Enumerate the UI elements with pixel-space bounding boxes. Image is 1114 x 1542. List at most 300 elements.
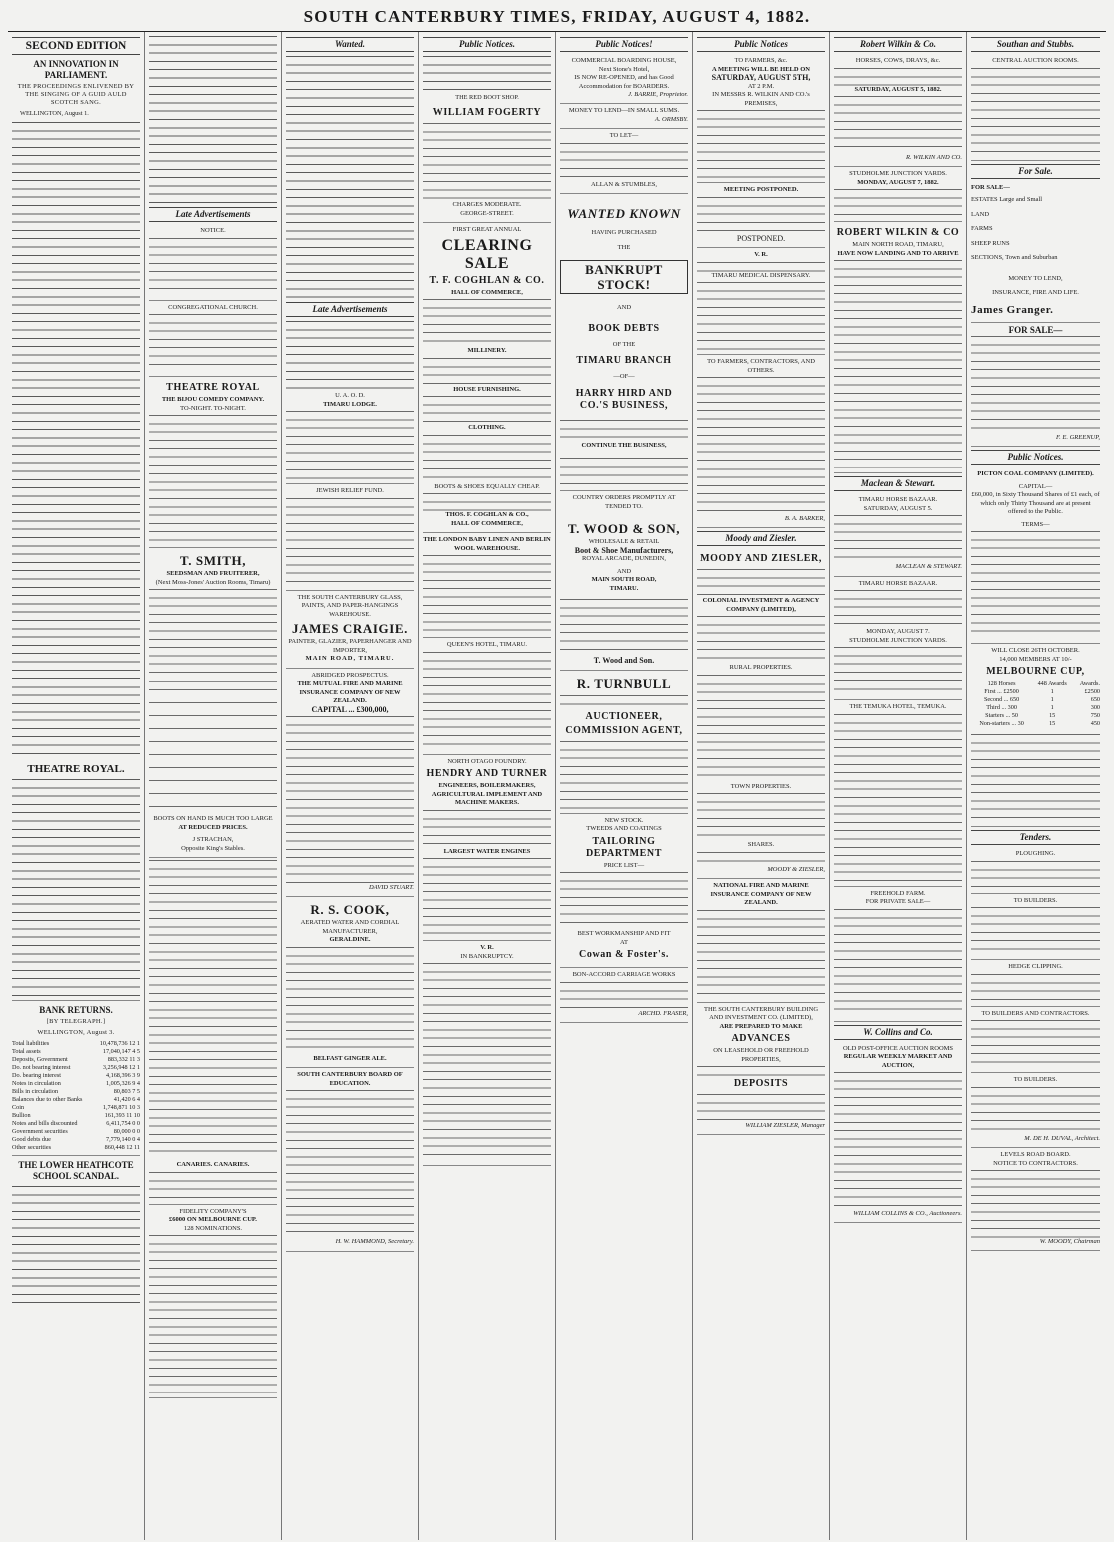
hedge-ad bbox=[971, 960, 1100, 1007]
bazaar-ad-2 bbox=[834, 577, 962, 701]
bank-row-cell: Deposits, Government bbox=[12, 1056, 68, 1064]
bank-row bbox=[12, 1080, 140, 1088]
dispensary-title: TIMARU MEDICAL DISPENSARY. bbox=[711, 271, 811, 279]
foundry-ad bbox=[423, 755, 551, 942]
regular-auction: REGULAR WEEKLY MARKET AND AUCTION, bbox=[843, 1053, 953, 1069]
turnbull-ad bbox=[560, 671, 688, 814]
wanted-known: WANTED KNOWN bbox=[567, 206, 681, 222]
education-ad bbox=[286, 1068, 414, 1251]
wilkin-heading: Robert Wilkin & Co. bbox=[834, 37, 962, 52]
tailoring-ad bbox=[560, 814, 688, 969]
prepared: ARE PREPARED TO MAKE bbox=[719, 1022, 803, 1030]
temuka-title: THE TEMUKA HOTEL, TEMUKA. bbox=[849, 703, 947, 711]
boots-shoes: BOOTS & SHOES EQUALLY CHEAP. bbox=[434, 482, 540, 490]
at-2pm: AT 2 P.M. bbox=[747, 82, 775, 90]
ploughing-ad bbox=[971, 847, 1100, 894]
monday-date: MONDAY, AUGUST 7, 1882. bbox=[857, 178, 939, 186]
at: AT bbox=[620, 938, 628, 946]
queens-hotel-ad bbox=[423, 638, 551, 755]
hall-of-commerce-2: HALL OF COMMERCE, bbox=[451, 519, 523, 527]
moody-ad bbox=[697, 548, 825, 879]
cup-row-cell: 450 bbox=[1090, 720, 1100, 728]
estates: ESTATES Large and Small bbox=[971, 196, 1043, 203]
town-properties: TOWN PROPERTIES. bbox=[730, 782, 792, 790]
bank-row-cell: Other securities bbox=[12, 1144, 52, 1152]
column-8 bbox=[967, 32, 1104, 1540]
bank-row-cell: 10,478,736 12 1 bbox=[99, 1040, 140, 1048]
cup-row-cell: 1 bbox=[1050, 704, 1054, 712]
commission-agent: COMMISSION AGENT, bbox=[565, 724, 683, 736]
saturday-line: SATURDAY, AUGUST 5TH, bbox=[711, 73, 811, 82]
of-the: OF THE bbox=[612, 340, 636, 348]
bank-row-cell: 860,448 12 11 bbox=[104, 1144, 140, 1152]
edition-heading: SECOND EDITION bbox=[12, 37, 140, 55]
bank-row bbox=[12, 1072, 140, 1080]
to-let-ad bbox=[560, 129, 688, 194]
lodge-ad bbox=[286, 389, 414, 484]
landing: HAVE NOW LANDING AND TO ARRIVE bbox=[837, 249, 959, 257]
ziesler-signature: WILLIAM ZIESLER, Manager bbox=[745, 1122, 825, 1130]
congregational-ad bbox=[149, 301, 277, 378]
geraldine: GERALDINE. bbox=[329, 936, 371, 944]
horses-title: HORSES, COWS, DRAYS, &c. bbox=[855, 57, 941, 64]
lodge-title: TIMARU LODGE. bbox=[323, 400, 377, 408]
bank-row-cell: 7,779,140 0 4 bbox=[105, 1136, 140, 1144]
reduced-prices: AT REDUCED PRICES. bbox=[178, 823, 248, 831]
temuka-ad bbox=[834, 700, 962, 887]
bank-row-cell: 80,000 0 0 bbox=[113, 1128, 140, 1136]
house-furnishing: HOUSE FURNISHING. bbox=[453, 385, 521, 393]
cup-row-cell: Starters ... 50 bbox=[985, 712, 1018, 720]
cup-row-cell: First ... £2500 bbox=[984, 688, 1019, 696]
bank-row-cell: Do. bearing interest bbox=[12, 1072, 61, 1080]
george-street: GEORGE-STREET. bbox=[460, 209, 514, 217]
coghlan-name: T. F. COGHLAN & CO. bbox=[429, 274, 545, 286]
picton-capital: CAPITAL— bbox=[1018, 482, 1053, 490]
building-title: THE SOUTH CANTERBURY BUILDING AND INVESTMENT CO. (LIMITED), bbox=[703, 1005, 819, 1022]
studholme-2: STUDHOLME JUNCTION YARDS. bbox=[849, 636, 947, 644]
book-debts: BOOK DEBTS bbox=[588, 322, 660, 334]
mutual-ad bbox=[286, 669, 414, 898]
baby-linen-ad bbox=[423, 533, 551, 638]
strachan-name: J STRACHAN, bbox=[192, 836, 234, 843]
farmers-contractors: TO FARMERS, CONTRACTORS, AND OTHERS. bbox=[707, 358, 815, 374]
bank-row-cell: Good debts due bbox=[12, 1136, 51, 1144]
collins-signature: WILLIAM COLLINS & CO., Auctioneers. bbox=[853, 1210, 962, 1218]
wanted-heading: Wanted. bbox=[286, 37, 414, 52]
congregational-title: CONGREGATIONAL CHURCH. bbox=[168, 303, 258, 311]
members: 14,000 MEMBERS AT 10/- bbox=[999, 655, 1072, 663]
bank-row-cell: Notes in circulation bbox=[12, 1080, 61, 1088]
theatre-heading: THEATRE ROYAL. bbox=[27, 763, 125, 776]
cup-row-cell: Second ... 650 bbox=[983, 696, 1020, 704]
bank-row-cell: 161,393 11 10 bbox=[104, 1112, 140, 1120]
masthead: SOUTH CANTERBURY TIMES, FRIDAY, AUGUST 4, 1882. bbox=[8, 6, 1106, 32]
wilkin-horses-ad bbox=[834, 54, 962, 167]
bazaar-ad-1 bbox=[834, 493, 962, 576]
smith-address: (Next Moss-Jones' Auction Rooms, Timaru) bbox=[155, 578, 271, 586]
bank-row bbox=[12, 1056, 140, 1064]
wood-son: T. WOOD & SON, bbox=[567, 521, 681, 537]
column-1 bbox=[8, 32, 145, 1540]
clothing: CLOTHING. bbox=[468, 424, 506, 432]
bank-row-cell: 1,748,871 10 3 bbox=[102, 1104, 140, 1112]
bank-row-cell: Bills in circulation bbox=[12, 1088, 59, 1096]
telegraph-label: [BY TELEGRAPH.] bbox=[46, 1018, 106, 1026]
hendry-name: HENDRY AND TURNER bbox=[426, 768, 548, 780]
theatre-royal-title: THEATRE ROYAL bbox=[166, 382, 260, 393]
royal-arcade: ROYAL ARCADE, DUNEDIN, bbox=[582, 555, 666, 563]
insurance: INSURANCE, FIRE AND LIFE. bbox=[992, 289, 1079, 296]
moody-heading: Moody and Ziesler. bbox=[697, 531, 825, 546]
close-date: WILL CLOSE 26TH OCTOBER. bbox=[991, 647, 1080, 655]
bank-row bbox=[12, 1048, 140, 1056]
boot-shoe-makers: Boot & Shoe Manufacturers, bbox=[574, 545, 674, 555]
bank-row-cell: 6,411,754 0 0 bbox=[106, 1120, 140, 1128]
public-notices-heading-6: Public Notices bbox=[697, 37, 825, 52]
uaod: U. A. O. D. bbox=[335, 392, 365, 399]
bazaar-date-1: SATURDAY, AUGUST 5. bbox=[863, 504, 933, 512]
bank-row-cell: 1,005,326 9 4 bbox=[105, 1080, 140, 1088]
public-notices-heading-8: Public Notices. bbox=[971, 450, 1100, 465]
maclean-signature-1: MACLEAN & STEWART. bbox=[895, 563, 962, 571]
builders-title-2: TO BUILDERS. bbox=[1013, 1076, 1058, 1084]
reopened: IS NOW RE-OPENED, and has Good Accommodation for BOARDERS. bbox=[574, 74, 674, 90]
column-5 bbox=[556, 32, 693, 1540]
clearing-title: CLEARING SALE bbox=[441, 236, 533, 272]
tonight-label: TO-NIGHT. TO-NIGHT. bbox=[180, 404, 246, 412]
moody-signature: MOODY & ZIESLER, bbox=[767, 865, 825, 873]
having-purchased: HAVING PURCHASED bbox=[591, 229, 657, 237]
carriage-ad bbox=[560, 968, 688, 1023]
levels-ad bbox=[971, 1148, 1100, 1251]
bank-row-cell: Total assets bbox=[12, 1048, 41, 1056]
money-to-lend: MONEY TO LEND, bbox=[1008, 274, 1063, 282]
farmers-meeting-ad bbox=[697, 54, 825, 183]
aerated-trade: AERATED WATER AND CORDIAL MANUFACTURER, bbox=[300, 919, 400, 935]
picton-shares: £60,000, in Sixty Thousand Shares of £1 each, of which only Thirty Thousand are at present offered to the Public. bbox=[971, 491, 1100, 516]
private-sale: FOR PRIVATE SALE— bbox=[865, 898, 931, 906]
public-notices-heading: Public Notices. bbox=[423, 37, 551, 52]
collins-ad bbox=[834, 1042, 962, 1224]
theatre-review-text bbox=[12, 777, 140, 997]
barker-ad bbox=[697, 355, 825, 528]
main-south-road: MAIN SOUTH ROAD, bbox=[591, 576, 657, 584]
late-ads-text bbox=[286, 319, 414, 389]
bank-returns-heading: BANK RETURNS. bbox=[39, 1005, 113, 1016]
bazaar-title-1: TIMARU HORSE BAZAAR. bbox=[858, 496, 938, 504]
fogerty-name: WILLIAM FOGERTY bbox=[432, 107, 542, 119]
stuart-signature: DAVID STUART. bbox=[368, 884, 414, 891]
cowan-foster: Cowan & Foster's. bbox=[579, 949, 669, 961]
body-text bbox=[149, 858, 277, 1158]
foundry-title: NORTH OTAGO FOUNDRY. bbox=[447, 757, 527, 765]
craigie-address: MAIN ROAD, TIMARU. bbox=[305, 655, 395, 662]
fidelity-ad bbox=[149, 1205, 277, 1399]
smith-ad bbox=[149, 548, 277, 682]
bazaar-date-2: MONDAY, AUGUST 7. bbox=[866, 628, 930, 636]
dispensary-vr: V. R. bbox=[754, 251, 768, 258]
auctioneer: AUCTIONEER, bbox=[585, 710, 663, 722]
charges: CHARGES MODERATE. bbox=[452, 201, 522, 209]
craigie-trade: PAINTER, GLAZIER, PAPERHANGER AND IMPORTER, bbox=[288, 638, 412, 654]
moody-chairman: W. MOODY, Chairman bbox=[1039, 1238, 1100, 1246]
largest-engines: LARGEST WATER ENGINES bbox=[443, 847, 531, 855]
timaru: TIMARU. bbox=[609, 584, 639, 592]
farms: FARMS bbox=[971, 225, 993, 232]
scandal-heading: THE LOWER HEATHCOTE SCHOOL SCANDAL. bbox=[18, 1160, 134, 1182]
bank-row bbox=[12, 1064, 140, 1072]
national-title: NATIONAL FIRE AND MARINE INSURANCE COMPANY OF NEW ZEALAND. bbox=[710, 882, 812, 907]
deposits: DEPOSITS bbox=[733, 1078, 789, 1090]
wood-signature: T. Wood and Son. bbox=[593, 656, 655, 666]
bank-row-cell: Total liabilities bbox=[12, 1040, 50, 1048]
cup-row bbox=[971, 680, 1100, 688]
studholme-ad bbox=[834, 167, 962, 222]
engineers: ENGINEERS, BOILERMAKERS, AGRICULTURAL IMPLEMENT AND MACHINE MAKERS. bbox=[431, 782, 543, 807]
cup-row-cell: 15 bbox=[1049, 720, 1056, 728]
main-north-road: MAIN NORTH ROAD, TIMARU, bbox=[852, 241, 944, 249]
craigie-ad bbox=[286, 591, 414, 669]
cup-row bbox=[971, 720, 1100, 728]
cook-name: R. S. COOK, bbox=[310, 902, 390, 918]
commercial-title: COMMERCIAL BOARDING HOUSE, bbox=[571, 57, 677, 64]
bank-row-cell: Balances due to other Banks bbox=[12, 1096, 83, 1104]
barrie-signature: J. BARRIE, Proprietor. bbox=[628, 91, 688, 98]
and-2: AND bbox=[616, 567, 632, 575]
abridged: ABRIDGED PROSPECTUS. bbox=[311, 671, 389, 679]
bank-row-cell: 80,803 7 5 bbox=[113, 1088, 140, 1096]
column-4 bbox=[419, 32, 556, 1540]
cup-row-cell: 300 bbox=[1090, 704, 1100, 712]
bankruptcy-vr: V. R. bbox=[480, 944, 494, 952]
notice-title: NOTICE. bbox=[200, 227, 226, 234]
national-ad bbox=[697, 879, 825, 1003]
scandal-text bbox=[12, 1184, 140, 1304]
fidelity-title: FIDELITY COMPANY'S bbox=[179, 1207, 247, 1215]
central-title: CENTRAL AUCTION ROOMS. bbox=[992, 57, 1079, 64]
notice-contractors: NOTICE TO CONTRACTORS. bbox=[993, 1159, 1078, 1167]
bank-row bbox=[12, 1040, 140, 1048]
red-boot: THE RED BOOT SHOP. bbox=[455, 94, 519, 101]
continue-business: CONTINUE THE BUSINESS, bbox=[581, 441, 667, 449]
cup-row-cell: 448 Awards bbox=[1037, 680, 1067, 688]
columns bbox=[8, 32, 1106, 1540]
cup-row-cell: Third ... 300 bbox=[986, 704, 1017, 712]
barker-signature: B. A. BARKER, bbox=[784, 515, 825, 522]
column-7 bbox=[830, 32, 967, 1540]
of-dash: —OF— bbox=[613, 373, 635, 381]
meeting-line: A MEETING WILL BE HELD ON bbox=[712, 65, 810, 73]
canaries-ad bbox=[149, 1158, 277, 1205]
greenup-ad bbox=[971, 323, 1100, 448]
saturday-date: SATURDAY, AUGUST 5, 1882. bbox=[854, 85, 942, 93]
clearing-first: FIRST GREAT ANNUAL bbox=[452, 226, 522, 234]
cook-ad bbox=[286, 897, 414, 1068]
glass-title: THE SOUTH CANTERBURY GLASS, PAINTS, AND PAPER-HANGINGS WAREHOUSE. bbox=[297, 593, 403, 618]
ormsby-signature: A. ORMSBY. bbox=[654, 115, 688, 123]
clearing-sale-ad bbox=[423, 223, 551, 533]
queens-title: QUEEN'S HOTEL, TIMARU. bbox=[446, 641, 528, 649]
bank-returns-table bbox=[12, 1040, 140, 1152]
bank-row-cell: 17,040,147 4 5 bbox=[102, 1048, 140, 1056]
rural-properties: RURAL PROPERTIES. bbox=[729, 664, 793, 672]
bank-row bbox=[12, 1128, 140, 1136]
moody-name: MOODY AND ZIESLER, bbox=[700, 553, 822, 565]
bankruptcy-ad bbox=[423, 941, 551, 1166]
melbourne-cup: MELBOURNE CUP, bbox=[986, 666, 1085, 678]
jewish-title: JEWISH RELIEF FUND. bbox=[316, 487, 384, 494]
column-2 bbox=[145, 32, 282, 1540]
melbourne-cup-ad bbox=[971, 644, 1100, 827]
in-messrs: IN MESSRS R. WILKIN AND CO.'s PREMISES, bbox=[712, 91, 810, 107]
postponed-heading: MEETING POSTPONED. bbox=[723, 186, 799, 193]
central-auction-ad bbox=[971, 54, 1100, 161]
timaru-branch: TIMARU BRANCH bbox=[576, 355, 672, 367]
melbourne-title: £6000 ON MELBOURNE CUP. bbox=[169, 1216, 257, 1223]
hedge-title: HEDGE CLIPPING. bbox=[1008, 963, 1063, 971]
bank-row bbox=[12, 1104, 140, 1112]
wilkin-landing-ad bbox=[834, 222, 962, 473]
cup-row-cell: 15 bbox=[1049, 712, 1056, 720]
contractors-title: TO BUILDERS AND CONTRACTORS. bbox=[981, 1009, 1090, 1017]
greenup-signature: F. E. GREENUP, bbox=[1056, 434, 1100, 441]
duval-signature: M. DE H. DUVAL, Architect. bbox=[1024, 1134, 1100, 1142]
turnbull-name: R. TURNBULL bbox=[576, 675, 672, 691]
granger-ad bbox=[971, 181, 1100, 323]
picton-title: PICTON COAL COMPANY (LIMITED). bbox=[977, 470, 1094, 478]
bank-row-cell: 41,420 6 4 bbox=[113, 1096, 140, 1104]
cup-row-cell: £2500 bbox=[1084, 688, 1100, 696]
canaries-title: CANARIES. CANARIES. bbox=[176, 1161, 250, 1168]
cup-row-cell: 650 bbox=[1090, 696, 1100, 704]
harry-hird: HARRY HIRD AND CO.'S BUSINESS, bbox=[575, 387, 673, 411]
notice-ad bbox=[149, 224, 277, 301]
cup-row-cell: Awards. bbox=[1079, 680, 1100, 688]
for-sale-2: FOR SALE— bbox=[1008, 324, 1063, 335]
tenders-heading: Tenders. bbox=[971, 830, 1100, 845]
bank-row-cell: Government securities bbox=[12, 1128, 68, 1136]
cup-row-cell: 1 bbox=[1050, 688, 1054, 696]
picton-terms: TERMS— bbox=[1021, 520, 1050, 528]
bijou-title: THE BIJOU COMEDY COMPANY. bbox=[161, 396, 265, 403]
millinery: MILLINERY. bbox=[467, 347, 507, 355]
builders-ad-1 bbox=[971, 894, 1100, 961]
column-6 bbox=[693, 32, 830, 1540]
bank-dateline: WELLINGTON, August 3. bbox=[37, 1029, 115, 1037]
subhead: THE PROCEEDINGS ENLIVENED BY THE SINGING OF A GUID AULD SCOTCH SANG. bbox=[17, 83, 135, 106]
studholme-title: STUDHOLME JUNCTION YARDS. bbox=[849, 170, 947, 178]
freehold-ad bbox=[834, 887, 962, 1022]
allan-stumbles: ALLAN & STUMBLES, bbox=[591, 180, 657, 188]
bank-row-cell: 4,168,396 3 9 bbox=[105, 1072, 140, 1080]
late-ads-heading: Late Advertisements bbox=[149, 207, 277, 222]
tweeds: TWEEDS AND COATINGS bbox=[586, 825, 662, 833]
and-1: AND bbox=[616, 304, 632, 312]
bank-row bbox=[12, 1120, 140, 1128]
bank-row-cell: Coin bbox=[12, 1104, 25, 1112]
baby-title: THE LONDON BABY LINEN AND BERLIN WOOL WAREHOUSE. bbox=[423, 536, 551, 552]
country-orders: COUNTRY ORDERS PROMPTLY AT TENDED TO. bbox=[572, 494, 676, 510]
bon-accord: BON-ACCORD CARRIAGE WORKS bbox=[572, 971, 676, 979]
wilkin-signature: R. WILKIN AND CO. bbox=[905, 154, 962, 161]
leasehold: ON LEASEHOLD OR FREEHOLD PROPERTIES, bbox=[713, 1047, 809, 1063]
bank-row bbox=[12, 1096, 140, 1104]
best-workmanship: BEST WORKMANSHIP AND FIT bbox=[577, 930, 671, 938]
cup-row bbox=[971, 712, 1100, 720]
capital: CAPITAL ... £300,000, bbox=[311, 704, 389, 714]
bank-row bbox=[12, 1144, 140, 1152]
mutual-title: THE MUTUAL FIRE AND MARINE INSURANCE COMPANY OF NEW ZEALAND. bbox=[297, 680, 403, 704]
column-3 bbox=[282, 32, 419, 1540]
public-notices-heading-5: Public Notices! bbox=[560, 37, 688, 52]
builders-title-1: TO BUILDERS. bbox=[1013, 896, 1058, 904]
smith-name: T. SMITH, bbox=[179, 553, 247, 568]
boarding-house-ad bbox=[560, 54, 688, 104]
theatre-ad bbox=[149, 377, 277, 548]
builders-ad-2 bbox=[971, 1073, 1100, 1148]
wanted-ads-text bbox=[286, 54, 414, 299]
bankruptcy-title: IN BANKRUPTCY. bbox=[460, 952, 514, 960]
cup-row-cell: 128 Horses bbox=[987, 680, 1016, 688]
sheep-runs: SHEEP RUNS bbox=[971, 239, 1010, 247]
bazaar-title-2: TIMARU HORSE BAZAAR. bbox=[858, 579, 938, 587]
cup-row bbox=[971, 688, 1100, 696]
cup-row bbox=[971, 696, 1100, 704]
jewish-ad bbox=[286, 484, 414, 591]
bank-row bbox=[12, 1136, 140, 1144]
nominations: 128 NOMINATIONS. bbox=[183, 1224, 243, 1232]
bank-row-cell: Do. not bearing interest bbox=[12, 1064, 71, 1072]
cup-row-cell: 1 bbox=[1050, 696, 1054, 704]
fogerty-ad bbox=[423, 102, 551, 223]
strachan-ad bbox=[149, 682, 277, 858]
to-let-title: TO LET— bbox=[609, 132, 639, 140]
fraser-signature: ARCHD. FRASER, bbox=[638, 1009, 688, 1017]
robert-wilkin: ROBERT WILKIN & CO bbox=[836, 227, 960, 239]
hammond-signature: H. W. HAMMOND, Secretary. bbox=[335, 1238, 414, 1246]
post-office-rooms: OLD POST-OFFICE AUCTION ROOMS bbox=[842, 1044, 954, 1052]
smith-trade: SEEDSMAN AND FRUITERER, bbox=[166, 570, 260, 577]
maclean-heading: Maclean & Stewart. bbox=[834, 476, 962, 491]
building-investment-ad bbox=[697, 1003, 825, 1136]
cup-row bbox=[971, 704, 1100, 712]
bank-row-cell: 3,256,948 12 1 bbox=[102, 1064, 140, 1072]
bank-row bbox=[12, 1088, 140, 1096]
freehold-title: FREEHOLD FARM. bbox=[870, 889, 926, 897]
cup-row-cell: 750 bbox=[1090, 712, 1100, 720]
wood-son-ad bbox=[560, 491, 688, 671]
commercial-sub: Next Stone's Hotel, bbox=[598, 65, 650, 73]
sections: SECTIONS, Town and Suburban bbox=[971, 254, 1058, 261]
colonial-investment: COLONIAL INVESTMENT & AGENCY COMPANY (LIMITED), bbox=[702, 597, 820, 613]
picton-ad bbox=[971, 467, 1100, 644]
tailoring: TAILORING DEPARTMENT bbox=[585, 835, 663, 859]
for-sale-heading: For Sale. bbox=[971, 164, 1100, 179]
hall-of-commerce: HALL OF COMMERCE, bbox=[451, 288, 523, 296]
collins-heading: W. Collins and Co. bbox=[834, 1025, 962, 1040]
price-list: PRICE LIST— bbox=[603, 861, 645, 869]
bankrupt-stock-ad bbox=[560, 194, 688, 491]
bank-row bbox=[12, 1112, 140, 1120]
bank-row-cell: Bullion bbox=[12, 1112, 31, 1120]
southan-heading: Southan and Stubbs. bbox=[971, 37, 1100, 52]
shares: SHARES. bbox=[747, 841, 775, 849]
levels-title: LEVELS ROAD BOARD. bbox=[1000, 1151, 1071, 1159]
dateline: WELLINGTON, August 1. bbox=[20, 110, 89, 117]
new-stock: NEW STOCK. bbox=[604, 816, 644, 824]
cup-row-cell: Non-starters ... 30 bbox=[979, 720, 1024, 728]
